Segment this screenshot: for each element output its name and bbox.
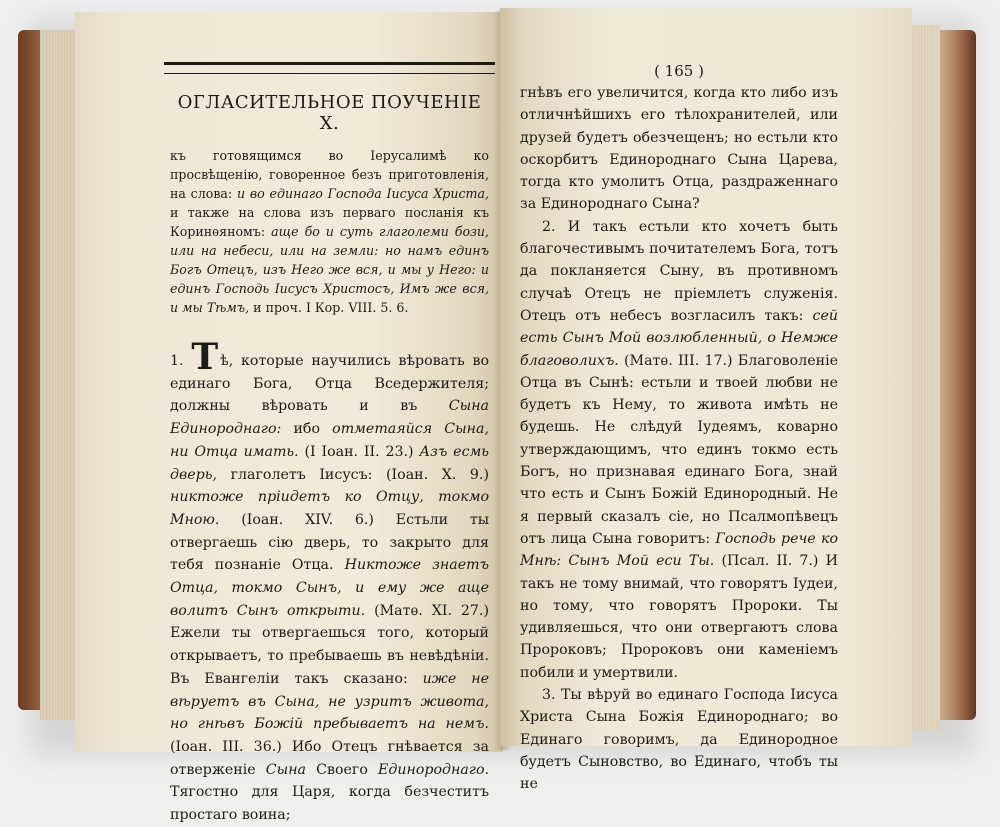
header-rule bbox=[164, 62, 495, 74]
italic-quote: Азъ есмь дверь, bbox=[170, 443, 489, 483]
paragraph-1 bbox=[170, 336, 490, 827]
text-run: гнѣвъ его увеличится, когда кто либо изъ отличнѣйшихъ его тѣлохранителей, или друзей будетъ обезчещенъ; но естьли кто оскорбитъ Единороднаго Сына Царева, тогда кто умолитъ Отца, раздраженнаго за Единороднаго Сына? bbox=[520, 85, 838, 213]
italic-quote: Сына Единороднаго: bbox=[170, 398, 489, 438]
text-run: (Матѳ. XI. 27.) Ежели ты отвергаешься того, который открываетъ, то пребываешь въ невѣдѣніи. Въ Евангеліи такъ сказано: bbox=[170, 602, 489, 687]
text-run: Своего bbox=[306, 761, 378, 778]
text-run: (Матѳ. III. 17.) Благоволеніе Отца въ Сынѣ: естьли и твоей любви не будетъ къ Нему, то живота имѣть не будешь. Не слѣдуй Іудеямъ, коварно утверждающимъ, что единъ токмо есть Богъ, но признавая единаго Бога, знай что есть и Сынъ Божій Единородный. Не я первый сказалъ сіе, но Псалмопѣвецъ отъ лица Сына говоритъ: bbox=[520, 352, 838, 547]
paragraph-continuation bbox=[520, 82, 838, 216]
left-page bbox=[75, 12, 503, 824]
italic-quote: аще бо и суть глаголеми бози, или на небеси, или на земли: но намъ единъ Богъ Отецъ, изъ Него же вся, и мы у Него: и единъ Господь Іисусъ Христосъ, Имъ же вся, и мы Тѣмъ, bbox=[170, 224, 490, 315]
italic-quote: и во единаго Господа Іисуса Христа, bbox=[236, 186, 489, 201]
text-run: 2. И такъ естьли кто хочетъ быть благочестивымъ почитателемъ Бога, тотъ да покланяется Сыну, въ противномъ случаѣ Отецъ не пріемлетъ служенія. Отецъ отъ небесъ возгласилъ такъ: bbox=[520, 218, 838, 324]
italic-quote: Единороднаго. bbox=[377, 761, 489, 778]
right-page-text bbox=[520, 82, 838, 796]
italic-quote: Господь рече ко Мнѣ: Сынъ Мой еси Ты. bbox=[520, 530, 839, 570]
italic-quote: отметаяйся Сына, ни Отца имать. bbox=[170, 421, 489, 460]
page-title: ОГЛАСИТЕЛЬНОЕ ПОУЧЕНІЕ X. bbox=[177, 92, 482, 134]
italic-quote: Сына bbox=[265, 761, 307, 778]
text-run: къ готовящимся во Іерусалимѣ ко просвѣщенію, говоренное безъ приготовленія, на слова: bbox=[170, 148, 489, 201]
paragraph-number: 1. bbox=[170, 353, 184, 369]
italic-quote: сей есть Сынъ Мой возлюбленный, о Немже благоволихъ. bbox=[520, 307, 838, 369]
page-number: ( 165 ) bbox=[654, 62, 704, 80]
text-run: (Іоан. XIV. 6.) Естьли ты отвергаешь сію дверь, то закрыто для тебя познаніе Отца. bbox=[170, 511, 489, 574]
text-run: (Іоан. III. 36.) Ибо Отецъ гнѣвается за отверженіе bbox=[170, 738, 489, 778]
text-run: (Псал. II. 7.) И такъ не тому внимай, что говорятъ Іудеи, но тому, что говорятъ Пророки. Ты удивляешься, что они отвергаютъ слова Пророковъ; Пророковъ они каменіемъ побили и умертвили. bbox=[520, 553, 838, 681]
text-run: ибо bbox=[281, 421, 333, 438]
text-run: и проч. І Кор. VIII. 5. 6. bbox=[249, 300, 409, 315]
text-run: и также на слова изъ перваго посланія къ Коринѳяномъ: bbox=[170, 205, 489, 239]
paragraph-2 bbox=[520, 216, 838, 684]
right-page bbox=[500, 8, 912, 793]
italic-quote: Никтоже знаетъ Отца, токмо Сынъ, и ему же аще волитъ Сынъ открыти. bbox=[170, 557, 489, 619]
text-run: 3. Ты вѣруй во единаго Господа Іисуса Христа Сына Божія Единороднаго; во Единаго говоримъ, да Единородное будетъ Сыновство, во Единаго, чтобъ ты не bbox=[520, 687, 838, 793]
intro-text bbox=[170, 146, 489, 317]
text-run: глаголетъ Іисусъ: (Іоан. X. 9.) bbox=[216, 466, 489, 483]
italic-quote: никтоже пріидетъ ко Отцу, токмо Мною. bbox=[170, 489, 489, 528]
drop-cap: Т bbox=[191, 336, 219, 378]
text-run: Тягостно для Царя, когда безчеститъ простаго воина; bbox=[170, 784, 489, 824]
paragraph-1-body bbox=[170, 353, 489, 823]
italic-quote: иже не вѣруетъ въ Сына, не узритъ живота, но гнѣвъ Божій пребываетъ на немъ. bbox=[170, 670, 489, 733]
text-run: ѣ, которые научились вѣровать во единаго Бога, Отца Вседержителя; должны вѣровать и въ bbox=[170, 353, 490, 415]
text-run: (I Іоан. II. 23.) bbox=[298, 443, 420, 460]
paragraph-3 bbox=[520, 684, 838, 795]
